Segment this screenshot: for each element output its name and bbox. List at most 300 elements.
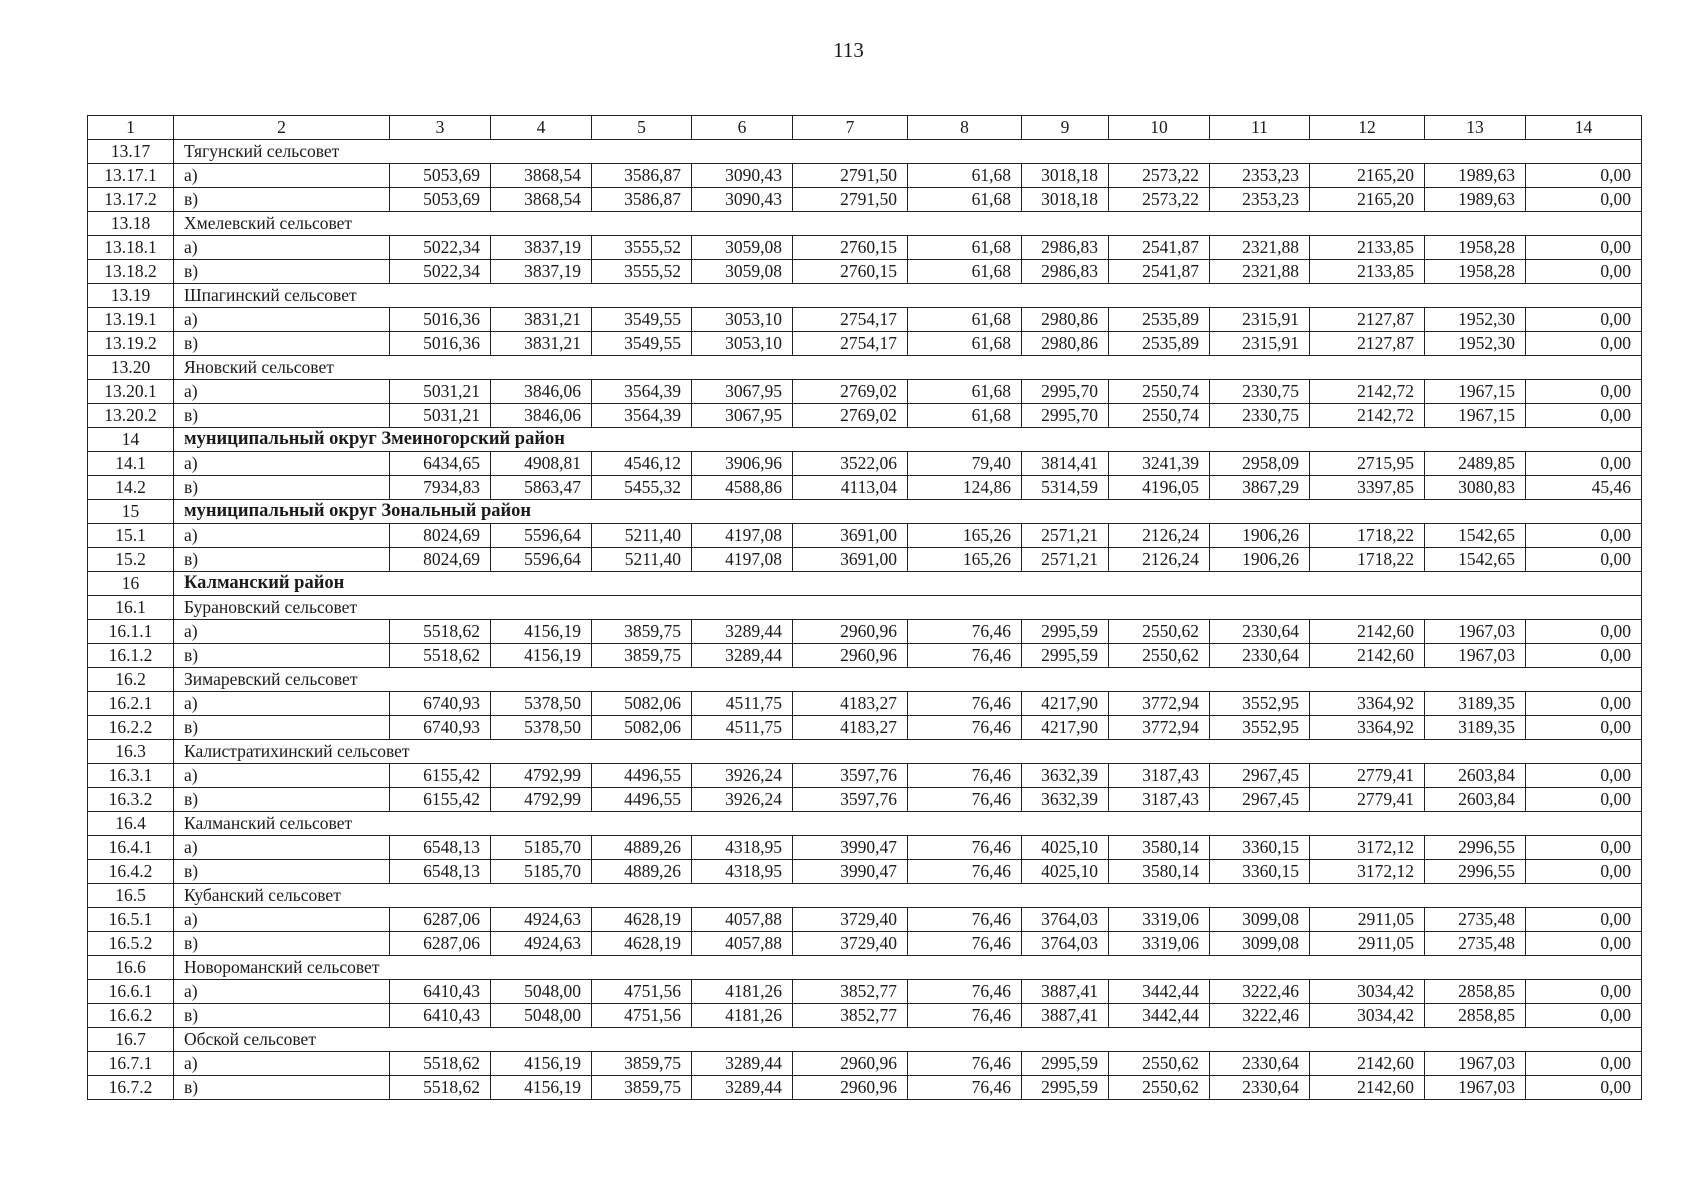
value-cell: 3852,77: [793, 1004, 908, 1028]
value-cell: 4183,27: [793, 692, 908, 716]
row-number: 14: [88, 428, 174, 452]
value-cell: 4751,56: [592, 980, 692, 1004]
value-cell: 3442,44: [1109, 980, 1210, 1004]
subsection-title: Калистратихинский сельсовет: [174, 740, 1642, 764]
value-cell: 2967,45: [1210, 764, 1310, 788]
value-cell: 3549,55: [592, 308, 692, 332]
value-cell: 6287,06: [390, 908, 491, 932]
value-cell: 4792,99: [491, 764, 592, 788]
value-cell: 2791,50: [793, 188, 908, 212]
value-cell: 2142,72: [1310, 404, 1425, 428]
value-cell: 3555,52: [592, 260, 692, 284]
value-cell: 2142,60: [1310, 1076, 1425, 1100]
value-cell: 2133,85: [1310, 236, 1425, 260]
row-number: 13.19.2: [88, 332, 174, 356]
table-row: [88, 1052, 1642, 1076]
subsection-title: Шпагинский сельсовет: [174, 284, 1642, 308]
subsection-title: Новороманский сельсовет: [174, 956, 1642, 980]
value-cell: 2995,59: [1022, 644, 1109, 668]
value-cell: 5022,34: [390, 260, 491, 284]
value-cell: 2535,89: [1109, 332, 1210, 356]
value-cell: 3691,00: [793, 524, 908, 548]
row-number: 15: [88, 500, 174, 524]
subsection-row: [88, 956, 1642, 980]
table-row: [88, 524, 1642, 548]
table-row: [88, 188, 1642, 212]
row-number: 16.2: [88, 668, 174, 692]
value-cell: 2165,20: [1310, 188, 1425, 212]
table-row: [88, 380, 1642, 404]
value-cell: 3772,94: [1109, 692, 1210, 716]
value-cell: 6740,93: [390, 692, 491, 716]
value-cell: 3564,39: [592, 380, 692, 404]
column-header: 3: [390, 116, 491, 140]
table-row: [88, 452, 1642, 476]
value-cell: 4889,26: [592, 860, 692, 884]
value-cell: 76,46: [908, 836, 1022, 860]
table-row: [88, 764, 1642, 788]
value-cell: 3187,43: [1109, 764, 1210, 788]
value-cell: 2735,48: [1425, 908, 1526, 932]
value-cell: 0,00: [1526, 524, 1642, 548]
row-number: 13.18.2: [88, 260, 174, 284]
value-cell: 2126,24: [1109, 524, 1210, 548]
value-cell: 124,86: [908, 476, 1022, 500]
value-cell: 2330,75: [1210, 404, 1310, 428]
value-cell: 4908,81: [491, 452, 592, 476]
value-cell: 3580,14: [1109, 836, 1210, 860]
section-title: Калманский район: [174, 572, 1642, 596]
row-number: 16.2.1: [88, 692, 174, 716]
value-cell: 1967,03: [1425, 644, 1526, 668]
section-row: [88, 500, 1642, 524]
value-cell: 1958,28: [1425, 236, 1526, 260]
row-label: а): [174, 524, 390, 548]
row-label: а): [174, 764, 390, 788]
value-cell: 2142,60: [1310, 1052, 1425, 1076]
value-cell: 2550,62: [1109, 620, 1210, 644]
subsection-title: Кубанский сельсовет: [174, 884, 1642, 908]
value-cell: 2550,62: [1109, 644, 1210, 668]
value-cell: 2911,05: [1310, 908, 1425, 932]
value-cell: 4751,56: [592, 1004, 692, 1028]
row-number: 14.1: [88, 452, 174, 476]
value-cell: 0,00: [1526, 860, 1642, 884]
value-cell: 2960,96: [793, 1076, 908, 1100]
value-cell: 2330,64: [1210, 1076, 1310, 1100]
value-cell: 2779,41: [1310, 764, 1425, 788]
value-cell: 3764,03: [1022, 932, 1109, 956]
value-cell: 2980,86: [1022, 308, 1109, 332]
value-cell: 4217,90: [1022, 716, 1109, 740]
value-cell: 3360,15: [1210, 836, 1310, 860]
value-cell: 2715,95: [1310, 452, 1425, 476]
row-number: 16.1: [88, 596, 174, 620]
value-cell: 2858,85: [1425, 1004, 1526, 1028]
value-cell: 3397,85: [1310, 476, 1425, 500]
value-cell: 4197,08: [692, 548, 793, 572]
value-cell: 3859,75: [592, 644, 692, 668]
value-cell: 76,46: [908, 1076, 1022, 1100]
value-cell: 3990,47: [793, 860, 908, 884]
value-cell: 3067,95: [692, 380, 793, 404]
table-row: [88, 980, 1642, 1004]
value-cell: 2980,86: [1022, 332, 1109, 356]
table-row: [88, 1004, 1642, 1028]
value-cell: 61,68: [908, 332, 1022, 356]
table-row: [88, 476, 1642, 500]
value-cell: 61,68: [908, 380, 1022, 404]
section-title: муниципальный округ Зональный район: [174, 500, 1642, 524]
value-cell: 3852,77: [793, 980, 908, 1004]
row-label: в): [174, 860, 390, 884]
row-number: 16.3.2: [88, 788, 174, 812]
column-header: 14: [1526, 116, 1642, 140]
value-cell: 2769,02: [793, 404, 908, 428]
value-cell: 1958,28: [1425, 260, 1526, 284]
row-number: 16.5.2: [88, 932, 174, 956]
subsection-row: [88, 740, 1642, 764]
value-cell: 5016,36: [390, 332, 491, 356]
value-cell: 0,00: [1526, 1076, 1642, 1100]
value-cell: 2735,48: [1425, 932, 1526, 956]
row-number: 16.4.1: [88, 836, 174, 860]
value-cell: 2995,59: [1022, 1076, 1109, 1100]
row-label: а): [174, 236, 390, 260]
value-cell: 2127,87: [1310, 308, 1425, 332]
value-cell: 2321,88: [1210, 236, 1310, 260]
value-cell: 1989,63: [1425, 164, 1526, 188]
value-cell: 4156,19: [491, 644, 592, 668]
value-cell: 2315,91: [1210, 332, 1310, 356]
value-cell: 0,00: [1526, 716, 1642, 740]
value-cell: 2960,96: [793, 620, 908, 644]
subsection-row: [88, 140, 1642, 164]
value-cell: 3289,44: [692, 620, 793, 644]
value-cell: 5863,47: [491, 476, 592, 500]
subsection-title: Тягунский сельсовет: [174, 140, 1642, 164]
value-cell: 3289,44: [692, 644, 793, 668]
value-cell: 2541,87: [1109, 260, 1210, 284]
section-title: муниципальный округ Змеиногорский район: [174, 428, 1642, 452]
value-cell: 0,00: [1526, 644, 1642, 668]
value-cell: 1967,15: [1425, 404, 1526, 428]
value-cell: 6548,13: [390, 860, 491, 884]
value-cell: 3906,96: [692, 452, 793, 476]
value-cell: 3319,06: [1109, 908, 1210, 932]
table-row: [88, 1076, 1642, 1100]
value-cell: 2571,21: [1022, 524, 1109, 548]
value-cell: 2550,62: [1109, 1052, 1210, 1076]
row-number: 16.6.2: [88, 1004, 174, 1028]
value-cell: 2353,23: [1210, 188, 1310, 212]
value-cell: 3990,47: [793, 836, 908, 860]
table-row: [88, 164, 1642, 188]
value-cell: 5082,06: [592, 716, 692, 740]
value-cell: 2995,70: [1022, 404, 1109, 428]
value-cell: 1952,30: [1425, 332, 1526, 356]
value-cell: 3831,21: [491, 332, 592, 356]
row-number: 13.17: [88, 140, 174, 164]
value-cell: 5031,21: [390, 380, 491, 404]
row-number: 16.7.1: [88, 1052, 174, 1076]
section-row: [88, 572, 1642, 596]
value-cell: 0,00: [1526, 620, 1642, 644]
value-cell: 6155,42: [390, 788, 491, 812]
row-label: а): [174, 380, 390, 404]
value-cell: 3597,76: [793, 788, 908, 812]
value-cell: 5378,50: [491, 716, 592, 740]
value-cell: 3552,95: [1210, 692, 1310, 716]
table-row: [88, 908, 1642, 932]
value-cell: 4156,19: [491, 620, 592, 644]
value-cell: 3837,19: [491, 260, 592, 284]
value-cell: 1989,63: [1425, 188, 1526, 212]
row-label: в): [174, 476, 390, 500]
value-cell: 76,46: [908, 980, 1022, 1004]
value-cell: 2550,74: [1109, 404, 1210, 428]
value-cell: 5518,62: [390, 620, 491, 644]
row-number: 16.6.1: [88, 980, 174, 1004]
subsection-row: [88, 812, 1642, 836]
value-cell: 3764,03: [1022, 908, 1109, 932]
value-cell: 3831,21: [491, 308, 592, 332]
column-header: 11: [1210, 116, 1310, 140]
row-number: 13.19: [88, 284, 174, 308]
table-row: [88, 260, 1642, 284]
value-cell: 8024,69: [390, 548, 491, 572]
value-cell: 61,68: [908, 308, 1022, 332]
row-label: в): [174, 932, 390, 956]
subsection-title: Яновский сельсовет: [174, 356, 1642, 380]
table-row: [88, 836, 1642, 860]
value-cell: 3222,46: [1210, 980, 1310, 1004]
value-cell: 3555,52: [592, 236, 692, 260]
table-row: [88, 860, 1642, 884]
row-number: 16.7.2: [88, 1076, 174, 1100]
value-cell: 2791,50: [793, 164, 908, 188]
value-cell: 2754,17: [793, 332, 908, 356]
value-cell: 5016,36: [390, 308, 491, 332]
value-cell: 0,00: [1526, 908, 1642, 932]
value-cell: 76,46: [908, 932, 1022, 956]
value-cell: 6287,06: [390, 932, 491, 956]
row-number: 16.5.1: [88, 908, 174, 932]
value-cell: 3580,14: [1109, 860, 1210, 884]
value-cell: 3859,75: [592, 620, 692, 644]
value-cell: 1906,26: [1210, 524, 1310, 548]
value-cell: 3364,92: [1310, 716, 1425, 740]
value-cell: 4511,75: [692, 716, 793, 740]
value-cell: 3241,39: [1109, 452, 1210, 476]
value-cell: 5048,00: [491, 1004, 592, 1028]
value-cell: 5518,62: [390, 1076, 491, 1100]
value-cell: 1542,65: [1425, 548, 1526, 572]
value-cell: 2754,17: [793, 308, 908, 332]
value-cell: 6410,43: [390, 980, 491, 1004]
value-cell: 2315,91: [1210, 308, 1310, 332]
value-cell: 1967,03: [1425, 620, 1526, 644]
value-cell: 76,46: [908, 1052, 1022, 1076]
row-number: 16.6: [88, 956, 174, 980]
value-cell: 2911,05: [1310, 932, 1425, 956]
value-cell: 5596,64: [491, 524, 592, 548]
value-cell: 5022,34: [390, 236, 491, 260]
value-cell: 0,00: [1526, 764, 1642, 788]
value-cell: 76,46: [908, 788, 1022, 812]
value-cell: 3522,06: [793, 452, 908, 476]
value-cell: 76,46: [908, 860, 1022, 884]
value-cell: 4181,26: [692, 1004, 793, 1028]
value-cell: 3867,29: [1210, 476, 1310, 500]
value-cell: 0,00: [1526, 980, 1642, 1004]
value-cell: 3099,08: [1210, 932, 1310, 956]
value-cell: 76,46: [908, 908, 1022, 932]
table-row: [88, 236, 1642, 260]
row-number: 15.2: [88, 548, 174, 572]
value-cell: 2779,41: [1310, 788, 1425, 812]
value-cell: 2127,87: [1310, 332, 1425, 356]
column-header: 12: [1310, 116, 1425, 140]
page-number: 113: [833, 38, 864, 62]
value-cell: 4924,63: [491, 908, 592, 932]
value-cell: 2995,70: [1022, 380, 1109, 404]
value-cell: 0,00: [1526, 404, 1642, 428]
value-cell: 5082,06: [592, 692, 692, 716]
value-cell: 2142,72: [1310, 380, 1425, 404]
value-cell: 4181,26: [692, 980, 793, 1004]
value-cell: 76,46: [908, 644, 1022, 668]
value-cell: 5185,70: [491, 860, 592, 884]
subsection-title: Обской сельсовет: [174, 1028, 1642, 1052]
value-cell: 0,00: [1526, 1004, 1642, 1028]
value-cell: 76,46: [908, 764, 1022, 788]
value-cell: 3053,10: [692, 308, 793, 332]
value-cell: 2986,83: [1022, 260, 1109, 284]
value-cell: 0,00: [1526, 548, 1642, 572]
subsection-row: [88, 596, 1642, 620]
value-cell: 3846,06: [491, 380, 592, 404]
value-cell: 2353,23: [1210, 164, 1310, 188]
column-header: 4: [491, 116, 592, 140]
row-number: 13.20: [88, 356, 174, 380]
value-cell: 2541,87: [1109, 236, 1210, 260]
value-cell: 4025,10: [1022, 836, 1109, 860]
row-number: 16.3: [88, 740, 174, 764]
table-row: [88, 788, 1642, 812]
value-cell: 3364,92: [1310, 692, 1425, 716]
row-label: а): [174, 308, 390, 332]
value-cell: 0,00: [1526, 1052, 1642, 1076]
value-cell: 4628,19: [592, 932, 692, 956]
value-cell: 5048,00: [491, 980, 592, 1004]
value-cell: 2760,15: [793, 236, 908, 260]
subsection-row: [88, 1028, 1642, 1052]
value-cell: 5053,69: [390, 188, 491, 212]
row-number: 16.1.2: [88, 644, 174, 668]
value-cell: 4318,95: [692, 860, 793, 884]
row-number: 13.18.1: [88, 236, 174, 260]
value-cell: 2573,22: [1109, 164, 1210, 188]
value-cell: 5455,32: [592, 476, 692, 500]
value-cell: 1952,30: [1425, 308, 1526, 332]
row-number: 15.1: [88, 524, 174, 548]
value-cell: 0,00: [1526, 308, 1642, 332]
value-cell: 3189,35: [1425, 692, 1526, 716]
value-cell: 79,40: [908, 452, 1022, 476]
value-cell: 76,46: [908, 692, 1022, 716]
value-cell: 2760,15: [793, 260, 908, 284]
value-cell: 5031,21: [390, 404, 491, 428]
value-cell: 3586,87: [592, 188, 692, 212]
value-cell: 2321,88: [1210, 260, 1310, 284]
section-row: [88, 428, 1642, 452]
value-cell: 2603,84: [1425, 788, 1526, 812]
value-cell: 2550,62: [1109, 1076, 1210, 1100]
value-cell: 4057,88: [692, 932, 793, 956]
value-cell: 2995,59: [1022, 1052, 1109, 1076]
row-number: 16.4.2: [88, 860, 174, 884]
value-cell: 2996,55: [1425, 860, 1526, 884]
value-cell: 5518,62: [390, 1052, 491, 1076]
column-header: 1: [88, 116, 174, 140]
value-cell: 4156,19: [491, 1052, 592, 1076]
column-header: 6: [692, 116, 793, 140]
value-cell: 3222,46: [1210, 1004, 1310, 1028]
value-cell: 8024,69: [390, 524, 491, 548]
value-cell: 3172,12: [1310, 836, 1425, 860]
row-number: 13.20.2: [88, 404, 174, 428]
value-cell: 0,00: [1526, 788, 1642, 812]
subsection-title: Бурановский сельсовет: [174, 596, 1642, 620]
value-cell: 3018,18: [1022, 164, 1109, 188]
value-cell: 5596,64: [491, 548, 592, 572]
subsection-title: Калманский сельсовет: [174, 812, 1642, 836]
value-cell: 2489,85: [1425, 452, 1526, 476]
value-cell: 1718,22: [1310, 548, 1425, 572]
table-row: [88, 692, 1642, 716]
value-cell: 4183,27: [793, 716, 908, 740]
row-number: 16.2.2: [88, 716, 174, 740]
value-cell: 2142,60: [1310, 644, 1425, 668]
value-cell: 2573,22: [1109, 188, 1210, 212]
value-cell: 165,26: [908, 548, 1022, 572]
row-number: 13.17.1: [88, 164, 174, 188]
value-cell: 3632,39: [1022, 764, 1109, 788]
value-cell: 3090,43: [692, 188, 793, 212]
row-label: в): [174, 332, 390, 356]
value-cell: 3059,08: [692, 260, 793, 284]
value-cell: 2571,21: [1022, 548, 1109, 572]
row-number: 13.19.1: [88, 308, 174, 332]
value-cell: 0,00: [1526, 188, 1642, 212]
value-cell: 2535,89: [1109, 308, 1210, 332]
subsection-row: [88, 668, 1642, 692]
row-label: в): [174, 1076, 390, 1100]
value-cell: 3189,35: [1425, 716, 1526, 740]
value-cell: 4113,04: [793, 476, 908, 500]
value-cell: 0,00: [1526, 332, 1642, 356]
row-label: в): [174, 716, 390, 740]
value-cell: 5518,62: [390, 644, 491, 668]
table-row: [88, 308, 1642, 332]
value-cell: 5053,69: [390, 164, 491, 188]
value-cell: 2142,60: [1310, 620, 1425, 644]
subsection-row: [88, 284, 1642, 308]
row-label: а): [174, 620, 390, 644]
row-number: 14.2: [88, 476, 174, 500]
row-label: в): [174, 188, 390, 212]
